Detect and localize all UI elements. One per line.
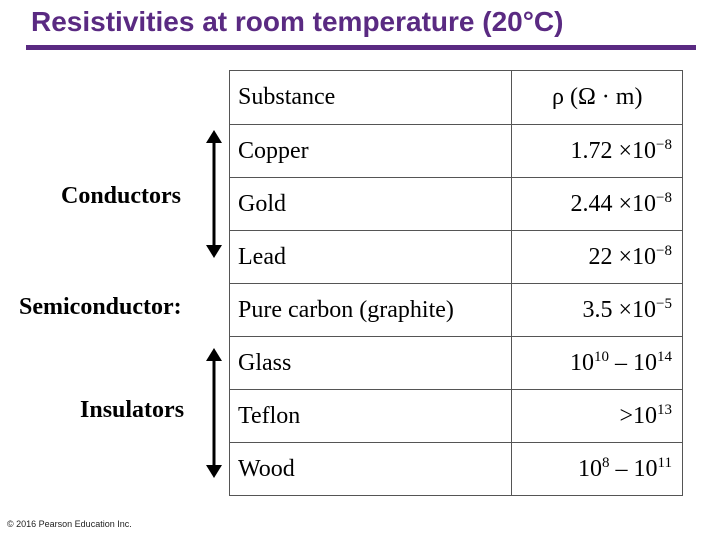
range-high-exponent: 14 — [657, 348, 672, 365]
value-base: >10 — [619, 402, 657, 429]
range-separator: – — [609, 349, 633, 376]
conductors-label: Conductors — [61, 183, 182, 209]
substance-cell: Glass — [230, 337, 512, 390]
resistivity-cell — [512, 284, 683, 337]
table-row-wood — [230, 443, 683, 496]
semiconductor-label: Semiconductor: — [19, 294, 182, 320]
header-resistivity: ρ (Ω · m) — [512, 71, 683, 125]
table-row-gold — [230, 178, 683, 231]
range-low-exponent: 8 — [602, 454, 610, 471]
value-exponent: −8 — [656, 136, 672, 153]
header-substance: Substance — [230, 71, 512, 125]
table-row-glass — [230, 337, 683, 390]
range-low-base: 10 — [570, 349, 594, 376]
table-row-graphite — [230, 284, 683, 337]
resistivity-cell — [512, 337, 683, 390]
value-exponent: −5 — [656, 295, 672, 312]
range-separator: – — [609, 455, 634, 482]
substance-cell: Gold — [230, 178, 512, 231]
value-exponent: 13 — [657, 401, 672, 418]
table-row-copper — [230, 125, 683, 178]
range-low-exponent: 10 — [594, 348, 609, 365]
value-exponent: −8 — [656, 189, 672, 206]
table-row-teflon — [230, 390, 683, 443]
range-high-base: 10 — [633, 349, 657, 376]
range-high-base: 10 — [633, 455, 658, 482]
resistivity-cell — [512, 390, 683, 443]
slide-title: Resistivities at room temperature (20°C) — [31, 6, 564, 37]
copyright-notice: © 2016 Pearson Education Inc. — [7, 519, 132, 529]
resistivity-cell — [512, 125, 683, 178]
substance-cell: Teflon — [230, 390, 512, 443]
table-row-lead — [230, 231, 683, 284]
resistivity-table — [229, 70, 683, 496]
table-header-row — [230, 71, 683, 125]
title-divider — [26, 45, 696, 50]
substance-cell: Wood — [230, 443, 512, 496]
value-base: 2.44 ×10 — [570, 190, 657, 217]
resistivity-cell — [512, 231, 683, 284]
value-base: 3.5 ×10 — [582, 296, 657, 323]
double-arrow-icon — [206, 348, 222, 478]
value-exponent: −8 — [656, 242, 672, 259]
double-arrow-icon — [206, 130, 222, 258]
insulators-label: Insulators — [80, 397, 185, 423]
substance-cell: Lead — [230, 231, 512, 284]
substance-cell: Pure carbon (graphite) — [230, 284, 512, 337]
value-base: 1.72 ×10 — [570, 137, 657, 164]
resistivity-cell — [512, 178, 683, 231]
range-high-exponent: 11 — [657, 454, 672, 471]
value-base: 22 ×10 — [588, 243, 657, 270]
substance-cell: Copper — [230, 125, 512, 178]
resistivity-cell — [512, 443, 683, 496]
range-low-base: 10 — [578, 455, 603, 482]
